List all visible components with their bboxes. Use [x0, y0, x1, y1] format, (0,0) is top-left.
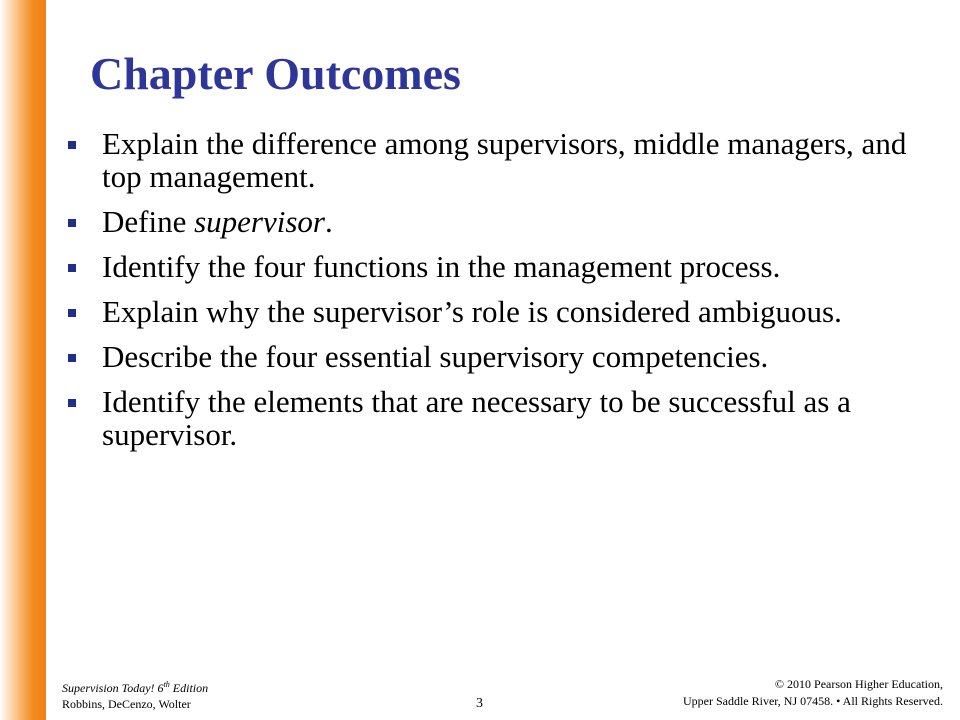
footer-copyright	[683, 676, 943, 710]
bullet-item	[60, 340, 940, 373]
bullet-item	[60, 385, 940, 451]
bullet-text: Identify the four functions in the management process.	[102, 249, 781, 284]
copyright-line-2: Upper Saddle River, NJ 07458. • All Rights Reserved.	[682, 694, 943, 708]
book-title-prefix: Supervision Today! 6	[62, 681, 164, 695]
orange-accent-bar	[0, 0, 46, 720]
bullet-text-emphasis: supervisor	[194, 204, 325, 239]
square-bullet-icon	[68, 309, 76, 317]
bullet-text-prefix: Define	[102, 204, 195, 239]
square-bullet-icon	[68, 354, 76, 362]
book-title	[62, 677, 208, 696]
outcomes-list	[60, 127, 940, 463]
copyright-line-1: © 2010 Pearson Higher Education,	[774, 677, 943, 691]
bullet-text: Explain why the supervisor’s role is considered ambiguous.	[102, 294, 842, 329]
page-number: 3	[476, 696, 483, 711]
book-title-suffix: Edition	[169, 681, 209, 695]
square-bullet-icon	[68, 141, 76, 149]
bullet-text: Identify the elements that are necessary to be successful as a supervisor.	[102, 384, 851, 452]
square-bullet-icon	[68, 264, 76, 272]
bullet-item	[60, 250, 940, 283]
book-authors: Robbins, DeCenzo, Wolter	[62, 697, 191, 711]
bullet-item	[60, 205, 940, 238]
slide-title: Chapter Outcomes	[90, 48, 461, 99]
bullet-text-suffix: .	[324, 204, 333, 239]
bullet-item	[60, 295, 940, 328]
square-bullet-icon	[68, 219, 76, 227]
bullet-text: Explain the difference among supervisors, middle managers, and top management.	[102, 126, 907, 194]
square-bullet-icon	[68, 399, 76, 407]
bullet-item	[60, 127, 940, 193]
bullet-text: Describe the four essential supervisory competencies.	[102, 339, 769, 374]
book-title-superscript: th	[163, 680, 170, 689]
footer-book-info	[62, 677, 208, 712]
